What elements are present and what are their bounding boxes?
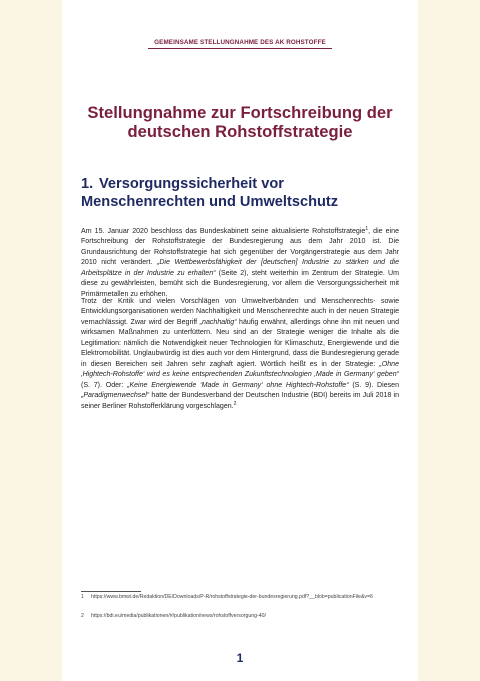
paragraph-1 (81, 227, 399, 300)
paragraph-2-text-c: (S. 7). Oder: (81, 381, 128, 389)
section-heading-line-1: Versorgungssicherheit vor (99, 176, 284, 192)
paragraph-2-emphasis-nachhaltig: „nachhaltig“ (199, 318, 237, 326)
section-number: 1. (81, 176, 94, 192)
document-title-line-2: deutschen Rohstoffstrategie (127, 122, 353, 141)
paragraph-2-text-b: häufig erwähnt, allerdings ohne ihn mit neuen und wirksamen Maßnahmen zu unterfüttern. Neu sind an der Strategie weniger die Inhalte als die Legitimation: nämlich die Notwendigkeit neuer Technologien für Klimaschutz, Energiewende und die Elektromobilität. Unglaubwürdig ist dies auch vor dem Hintergrund, dass die Bundesregierung gerade in diesen Bereichen seit Jahren sehr zaghaft agiert. Wörtlich heißt es in der Strategie: (81, 318, 400, 368)
paragraph-2-text-e: hatte der Bundesverband der Deutschen Industrie (BDI) bereits im Juli 2018 in seiner Berliner Rohstofferklärung vorgeschlagen. (81, 392, 399, 410)
section-heading (81, 175, 410, 211)
paragraph-1-text-b: , die eine Fortschreibung der Rohstoffstrategie der Bundesregierung aus dem Jahr 2010 ist. Die Grundausrichtung der Rohstoffstrategie hat sich gegenüber der Vorgängerstrategie aus dem Jahr 2010 nicht verändert. (81, 228, 399, 267)
footnote-2-link[interactable]: https://bdi.eu/media/publikationen/#/publikation/news/rohstoffversorgung-40/ (91, 613, 266, 619)
footnote-2 (81, 613, 399, 620)
footnote-1-number: 1 (81, 594, 84, 600)
footnote-ref-1: 1 (365, 226, 369, 232)
footnote-1-link[interactable]: https://www.bmwi.de/Redaktion/DE/Downloads/P-R/rohstoffstrategie-der-bundesregierung.pdf?__blob=publicationFile&v=6 (91, 594, 373, 600)
footnote-ref-2: 2 (233, 400, 237, 407)
paragraph-2 (81, 297, 399, 412)
paragraph-2-quote-hightech: „Ohne ‚Hightech-Rohstoffe‘ wird es keine entsprechenden Zukunftstechnologien ‚Made in Germany‘ geben“ (81, 360, 399, 379)
footnote-1 (81, 594, 399, 601)
footnote-2-number: 2 (81, 613, 84, 619)
page-number: 1 (236, 651, 244, 665)
document-title (72, 103, 408, 141)
footnote-divider (81, 591, 141, 592)
header-label: GEMEINSAME STELLUNGNAHME DES AK ROHSTOFFE (154, 39, 326, 46)
paragraph-2-quote-energiewende: „Keine Energiewende ‘Made in Germany‘ ohne Hightech-Rohstoffe“ (127, 381, 349, 389)
header-underline (148, 48, 332, 49)
paragraph-2-emphasis-paradigmenwechsel: „Paradigmenwechsel“ (81, 392, 150, 400)
paragraph-1-text-c: (Seite 2), steht weiterhin im Zentrum der Strategie. Um diese zu gewährleisten, bemüht sich die Bundesregierung, vor allem die Versorgungssicherheit mit Primärmetallen zu erhöhen. (81, 269, 399, 298)
section-heading-line-2: Menschenrechten und Umweltschutz (81, 194, 339, 210)
paragraph-1-quote: „Die Wettbewerbsfähigkeit der [deutschen] Industrie zu stärken und die Arbeitsplätze in der Industrie zu erhalten“ (81, 259, 399, 277)
document-title-line-1: Stellungnahme zur Fortschreibung der (87, 103, 393, 122)
paragraph-2-text-d: (S. 9). Diesen (348, 381, 399, 389)
paragraph-2-text-a: Trotz der Kritik und vielen Vorschlägen von Umweltverbänden und Menschenrechts- sowie Entwicklungsorganisationen werden Nachhaltigkeit und Menschenrechte auch in der neuen Strategie vernachlässigt. Zwar wird der Begriff (81, 298, 399, 326)
paragraph-1-text-a: Am 15. Januar 2020 beschloss das Bundeskabinett seine aktualisierte Rohstoffstrategie (81, 228, 366, 235)
document-page (62, 0, 418, 681)
